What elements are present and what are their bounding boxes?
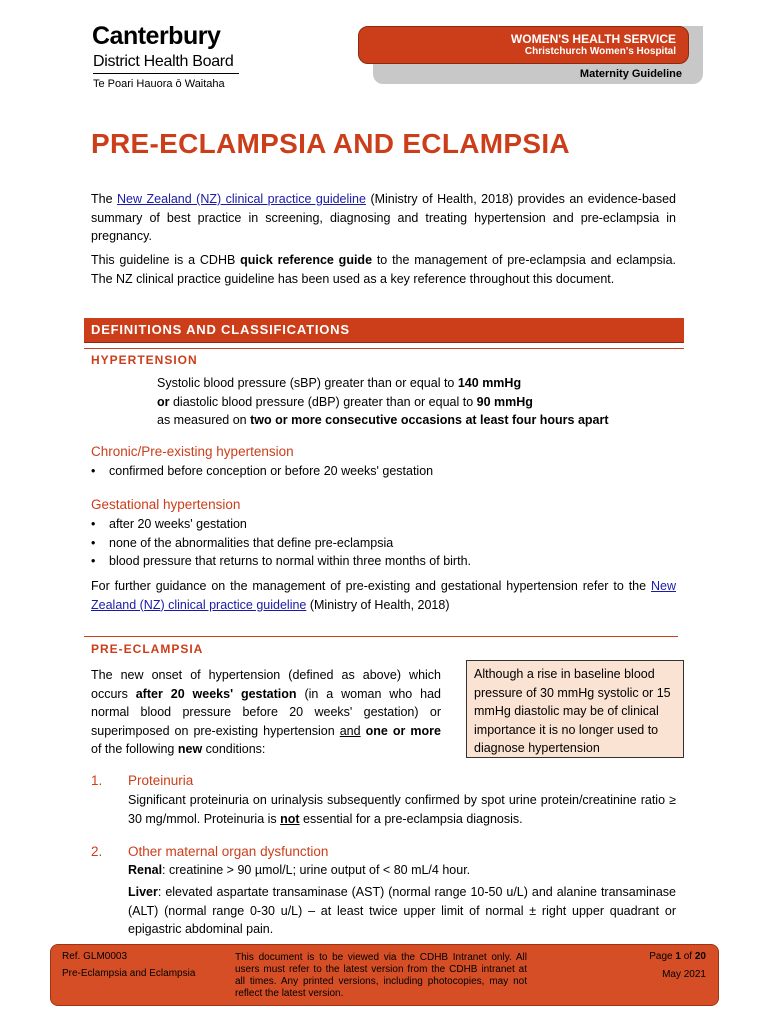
item-number: 2. — [91, 844, 103, 859]
footer-notice: This document is to be viewed via the CDHB Intranet only. All users must refer to the latest version from the CDHB intranet at all times. Any printed versions, including photocopies, may not reflect the latest version. — [235, 952, 527, 999]
pre-eclampsia-definition: The new onset of hypertension (defined as above) which occurs after 20 weeks' gestation (in a woman who had normal blood pressure before 20 weeks' gestation) or superimposed on pre-existing hypertension and one or more of the following new conditions: — [91, 668, 442, 756]
header-category: Maternity Guideline — [579, 68, 682, 80]
nz-guideline-link[interactable]: New Zealand (NZ) clinical practice guideline — [117, 192, 366, 206]
nz-guideline-link-2[interactable]: New Zealand (NZ) clinical practice guideline — [91, 579, 676, 612]
pre-eclampsia-heading: PRE-ECLAMPSIA — [91, 642, 204, 656]
section-title: DEFINITIONS AND CLASSIFICATIONS — [91, 322, 350, 337]
pre-eclampsia-rule — [84, 636, 678, 637]
footer-page: Page 1 of 20 — [649, 951, 706, 962]
gestational-heading: Gestational hypertension — [91, 497, 241, 512]
logo-dhb: District Health Board — [93, 53, 234, 70]
intro-paragraph-1: The New Zealand (NZ) clinical practice guideline (Ministry of Health, 2018) provides an evidence-based summary of best practice in screening, diagnosing and treating hypertension and pre-eclampsia in pregnancy. — [91, 192, 677, 243]
header-service: WOMEN'S HEALTH SERVICE — [510, 32, 676, 46]
hypertension-heading: HYPERTENSION — [91, 353, 198, 367]
footer-doc-name: Pre-Eclampsia and Eclampsia — [62, 968, 196, 979]
logo-canterbury: Canterbury — [92, 22, 221, 50]
list-item: • confirmed before conception or before 20 weeks' gestation — [91, 462, 676, 481]
chronic-heading: Chronic/Pre-existing hypertension — [91, 444, 294, 459]
footer-ref: Ref. GLM0003 — [62, 951, 128, 962]
list-item: • none of the abnormalities that define pre-eclampsia — [91, 534, 676, 553]
callout-box: Although a rise in baseline blood pressure of 30 mmHg systolic or 15 mmHg diastolic may be of clinical importance it is no longer used to diagnose hypertension — [466, 660, 684, 758]
footer-date: May 2021 — [662, 969, 706, 980]
item-number: 1. — [91, 773, 103, 788]
item-title-organ-dysfunction: Other maternal organ dysfunction — [128, 844, 329, 859]
item-text-liver: Liver: elevated aspartate transaminase (AST) (normal range 10-50 u/L) and alanine transaminase (ALT) (normal range 0-30 u/L) – at least twice upper limit of normal ± right upper quadrant or epigastric abdominal pain. — [128, 885, 676, 936]
list-item: • blood pressure that returns to normal within three months of birth. — [91, 552, 676, 571]
intro-paragraph-2: This guideline is a CDHB quick reference guide to the management of pre-eclampsia and eclampsia. The NZ clinical practice guideline has been used as a key reference throughout this document. — [91, 253, 676, 286]
list-item: • after 20 weeks' gestation — [91, 515, 676, 534]
chronic-list — [91, 462, 676, 481]
section-rule — [84, 348, 684, 349]
item-text-renal: Renal: creatinine > 90 µmol/L; urine output of < 80 mL/4 hour. — [128, 863, 471, 877]
item-title-proteinuria: Proteinuria — [128, 773, 194, 788]
item-text-proteinuria: Significant proteinuria on urinalysis subsequently confirmed by spot urine protein/creatinine ratio ≥ 30 mg/mmol. Proteinuria is not essential for a pre-eclampsia diagnosis. — [128, 793, 676, 826]
page-title: PRE-ECLAMPSIA AND ECLAMPSIA — [91, 128, 570, 159]
logo-maori-name: Te Poari Hauora ō Waitaha — [93, 78, 225, 90]
further-guidance: For further guidance on the management of pre-existing and gestational hypertension refer to the New Zealand (NZ) clinical practice guideline (Ministry of Health, 2018) — [91, 579, 676, 612]
hypertension-definition: Systolic blood pressure (sBP) greater than or equal to 140 mmHg or diastolic blood pressure (dBP) greater than or equal to 90 mmHg as measured on two or more consecutive occasions at least four hours apart — [157, 376, 609, 427]
header-hospital: Christchurch Women's Hospital — [524, 46, 676, 57]
logo-divider — [93, 73, 239, 74]
gestational-list — [91, 515, 676, 571]
